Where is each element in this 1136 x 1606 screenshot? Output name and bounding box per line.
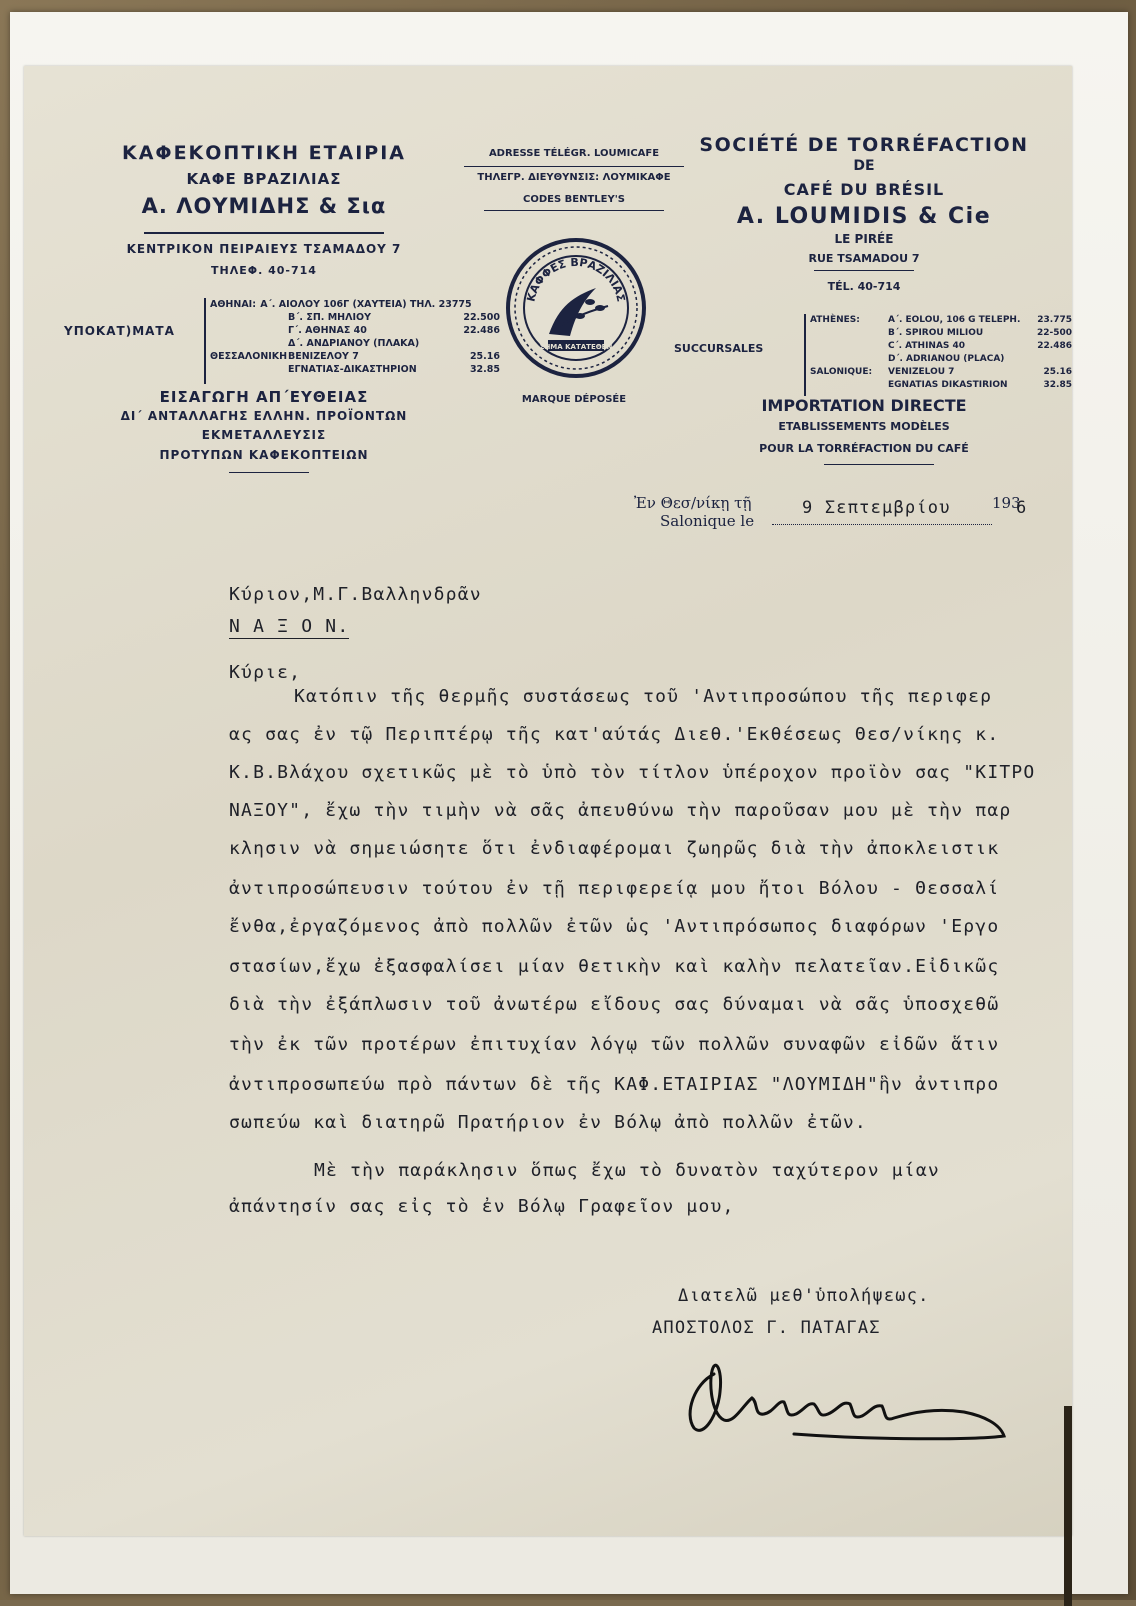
branch-city: ATHÈNES: [810,315,860,325]
branch-row [210,363,500,376]
branch-row [810,379,1072,392]
letter-line: κλησιν νὰ σημειώσητε ὅτι ἐνδιαφέρομαι ζωηρῶς διὰ τὴν ἀποκλειστικ [229,838,1000,859]
branch-row [810,327,1072,340]
branch-address: EGNATIAS DIKASTIRION [888,380,1008,390]
greek-address: ΚΕΝΤΡΙΚΟΝ ΠΕΙΡΑΙΕΥΣ ΤΣΑΜΑΔΟΥ 7 [126,242,402,256]
greek-subtitle: ΚΑΦΕ ΒΡΑΖΙΛΙΑΣ [186,170,342,188]
french-import-line2: ETABLISSEMENTS MODÈLES [778,420,950,433]
branch-address: Α΄. ΑΙΟΛΟΥ 106Γ (ΧΑΥΤΕΙΑ) ΤΗΛ. 23775 [260,299,472,310]
letter-line: ἀντιπροσωπεύω πρὸ πάντων δὲ τῆς ΚΑΦ.ΕΤΑΙΡΙΑΣ "ΛΟΥΜΙΔΗ"ἣν ἀντιπρο [229,1074,1000,1095]
dateline-year-prefix: 193 [992,494,1021,512]
greek-branches-label: ΥΠΟΚΑΤ)ΜΑΤΑ [64,324,175,338]
letter-line: ας σας ἐν τῷ Περιπτέρῳ τῆς κατ'αύτάς Διεθ.'Εκθέσεως Θεσ/νίκης κ. [229,724,1000,745]
trademark-seal [504,236,648,380]
branch-phone: 22.486 [463,325,500,336]
telegraph-fr: ADRESSE TÉLÉGR. LOUMICAFE [488,148,660,159]
branch-row [210,350,500,363]
branch-city [810,379,888,392]
letter-line: Κατόπιν τῆς θερμῆς συστάσεως τοῦ 'Αντιπροσώπου τῆς περιφερ [294,686,993,707]
trademark-label: MARQUE DÉPOSÉE [521,394,627,405]
french-phone: TÉL. 40-714 [827,280,901,293]
branch-city [210,337,288,350]
seal-bottom-text: ΣΗΜΑ ΚΑΤΑΤΕΘΕΝ [539,343,613,351]
greek-firm-name: Α. ΛΟΥΜΙΔΗΣ & Σια [141,194,387,218]
french-street: RUE TSAMADOU 7 [808,252,920,265]
frame-edge-shadow [1064,1406,1072,1606]
salutation: Κύριε, [229,662,302,683]
branch-city [210,324,288,337]
branch-city [810,340,888,353]
branch-address: C΄. ATHINAS 40 [888,341,966,351]
greek-import-line3: ΕΚΜΕΤΑΛΛΕΥΣΙΣ [201,428,327,442]
branch-row [810,353,1072,366]
branch-phone: 32.85 [1043,380,1072,390]
french-bottom-divider [824,464,934,465]
letter-date: 9 Σεπτεμβρίου [802,498,951,518]
branch-city [810,353,888,366]
dateline-rule [772,524,992,525]
greek-import-line4: ΠΡΟΤΥΠΩΝ ΚΑΦΕΚΟΠΤΕΙΩΝ [159,448,369,462]
branch-address: D΄. ADRIANOU (PLACA) [888,354,1005,364]
greek-branches-list [210,298,500,376]
letter-line: ἀπάντησίν σας εἰς τὸ ἐν Βόλῳ Γραφεῖον μου, [229,1196,735,1217]
branch-address: A΄. EOLOU, 106 G TELEPH. [888,315,1021,325]
french-import-line1: IMPORTATION DIRECTE [761,396,967,415]
french-branch-bracket [804,314,806,396]
dateline-french: Salonique le [660,512,755,530]
branch-city [210,311,288,324]
branch-row [210,311,500,324]
letter-line: τὴν ἐκ τῶν προτέρων ἐπιτυχίαν λόγῳ τῶν πολλῶν συναφῶν εἰδῶν ἅτιν [229,1034,1000,1055]
branch-row [810,340,1072,353]
branch-phone: 22.486 [1037,341,1072,351]
greek-phone: ΤΗΛΕΦ. 40-714 [211,264,317,277]
greek-branch-bracket [204,298,206,384]
branch-phone: 25.16 [469,351,500,362]
branch-city: ΑΘΗΝΑΙ: [210,299,257,310]
french-city: LE PIRÉE [834,232,894,246]
greek-company-name: ΚΑΦΕΚΟΠΤΙΚΗ ΕΤΑΙΡΙΑ [121,142,407,164]
handwritten-signature [674,1344,1014,1454]
french-company-name: SOCIÉTÉ DE TORRÉFACTION [699,134,1029,156]
branch-address: Γ΄. ΑΘΗΝΑΣ 40 [288,325,367,336]
telegraph-gr: ΤΗΛΕΓΡ. ΔΙΕΥΘΥΝΣΙΣ: ΛΟΥΜΙΚΑΦΕ [477,172,671,183]
greek-divider [144,232,384,234]
branch-address: VENIZELOU 7 [888,367,955,377]
french-import-line3: POUR LA TORRÉFACTION DU CAFÉ [759,442,969,455]
branch-row [810,314,1072,327]
letter-line: Κ.Β.Βλάχου σχετικῶς μὲ τὸ ὑπὸ τὸν τίτλον ὑπέροχον προϊὸν σας "ΚΙΤΡΟ [229,762,1036,783]
sender-name: ΑΠΟΣΤΟΛΟΣ Γ. ΠΑΤΑΓΑΣ [652,1318,881,1338]
branch-phone [456,337,500,350]
branch-address: ΒΕΝΙΖΕΛΟΥ 7 [288,351,359,362]
greek-bottom-divider [229,472,309,473]
letter-line: διὰ τὴν ἐξάπλωσιν τοῦ ἀνωτέρω εἴδους σας δύναμαι νὰ σᾶς ὑποσχεθῶ [229,994,1000,1015]
dateline-greek: Ἐν Θεσ/νίκῃ τῇ [634,494,752,512]
recipient-name: Κύριον,Μ.Γ.Βαλληνδρᾶν [229,584,482,605]
seal-top-text: ΚΑΦΦΕΣ ΒΡΑΖΙΛΙΑΣ [524,255,628,304]
branch-row [210,337,500,350]
branch-phone [1028,353,1072,366]
greek-import-line1: ΕΙΣΑΓΩΓΗ ΑΠ΄ΕΥΘΕΙΑΣ [159,388,369,406]
french-firm-name: A. LOUMIDIS & Cie [736,204,992,229]
recipient-place: Ν Α Ξ Ο Ν. [229,616,350,637]
branch-phone: 32.85 [469,364,500,375]
branch-address: Β΄. ΣΠ. ΜΗΛΙΟΥ [288,312,371,323]
telegraph-divider [464,166,684,167]
branch-row [210,298,500,311]
closing: Διατελῶ μεθ'ὑπολήψεως. [678,1286,930,1306]
codes-divider [484,210,664,211]
letter-line: σωπεύω καὶ διατηρῶ Πρατήριον ἐν Βόλῳ ἀπὸ πολλῶν ἐτῶν. [229,1112,867,1133]
branch-phone: 22.500 [463,312,500,323]
letter-line: ΝΑΞΟΥ", ἔχω τὴν τιμὴν νὰ σᾶς ἀπευθύνω τὴν παροῦσαν μου μὲ τὴν παρ [229,800,1012,821]
branch-phone: 22-500 [1036,328,1072,338]
branch-address: B΄. SPIROU MILIOU [888,328,984,338]
branch-row [210,324,500,337]
letter-line: Μὲ τὴν παράκλησιν ὅπως ἔχω τὸ δυνατὸν ταχύτερον μίαν [314,1160,940,1181]
letter-page [24,66,1072,1536]
dateline-year-suffix: 6 [1016,498,1028,518]
branch-city: SALONIQUE: [810,367,873,377]
french-divider [814,270,914,271]
recipient-underline [229,638,349,639]
branch-city: ΘΕΣΣΑΛΟΝΙΚΗ [210,351,288,362]
branch-phone: 23.775 [1037,315,1072,325]
branch-address: ΕΓΝΑΤΙΑΣ-ΔΙΚΑΣΤΗΡΙΟΝ [288,364,417,375]
letter-line: ἔνθα,ἐργαζόμενος ἀπὸ πολλῶν ἐτῶν ὡς 'Αντιπρόσωπος διαφόρων 'Εργο [229,916,1000,937]
french-subtitle: CAFÉ DU BRÉSIL [783,180,945,199]
branch-address: Δ΄. ΑΝΔΡΙΑΝΟΥ (ΠΛΑΚΑ) [288,338,420,349]
branch-phone: 25.16 [1043,367,1072,377]
branch-city [210,363,288,376]
branch-city [810,327,888,340]
branch-phone [472,298,500,311]
french-branches-label: SUCCURSALES [674,342,764,355]
french-branches-list [810,314,1072,392]
telegraph-codes: CODES BENTLEY'S [522,194,625,205]
letter-line: στασίων,ἔχω ἐξασφαλίσει μίαν θετικὴν καὶ καλὴν πελατεῖαν.Εἰδικῶς [229,956,1000,977]
branch-row [810,366,1072,379]
french-de: DE [853,158,875,174]
greek-import-line2: ΔΙ΄ ΑΝΤΑΛΛΑΓΗΣ ΕΛΛΗΝ. ΠΡΟΪΟΝΤΩΝ [120,409,408,423]
letter-line: ἀντιπροσώπευσιν τούτου ἐν τῇ περιφερείᾳ μου ἤτοι Βόλου - Θεσσαλί [229,878,1000,899]
